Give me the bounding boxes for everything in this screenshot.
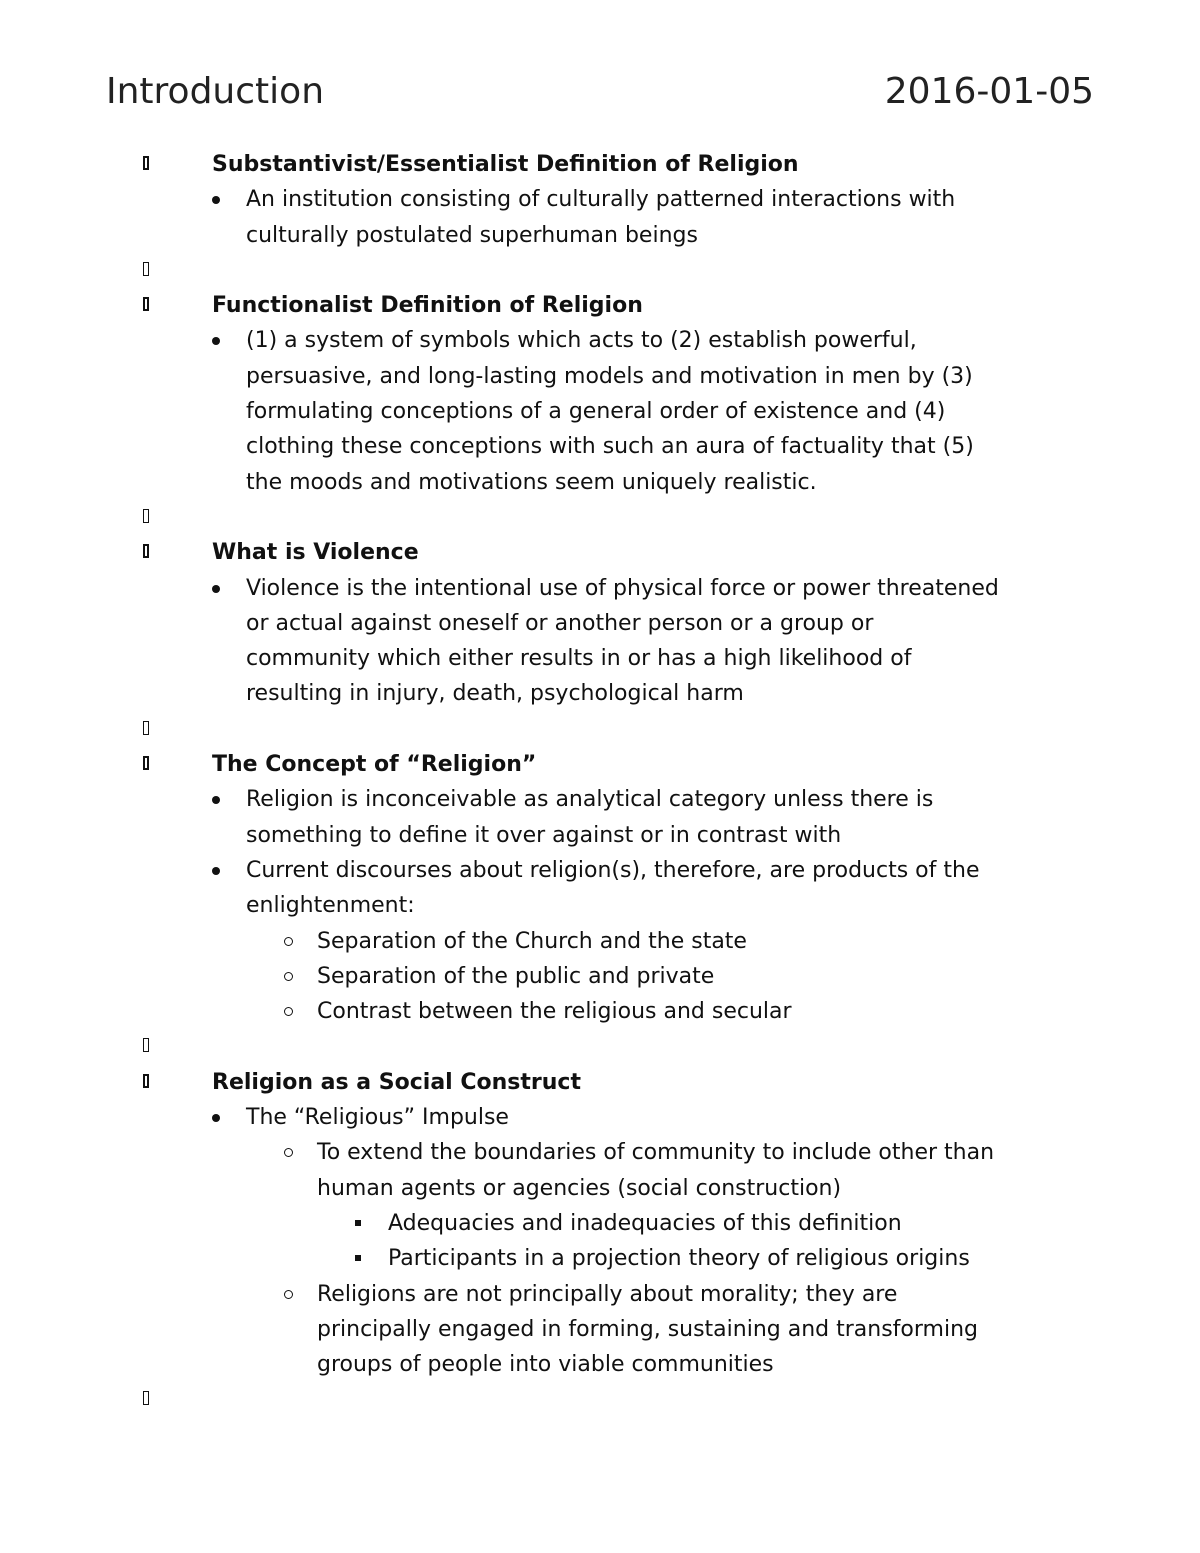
list-item-text: enlightenment: (246, 893, 415, 919)
circle-bullet-icon (284, 1007, 293, 1016)
missing-glyph-icon (143, 1391, 149, 1405)
sub-list-item (0, 924, 1200, 959)
list-item-text: something to define it over against or in contrast with (246, 822, 842, 848)
empty-line (0, 712, 1200, 747)
list-item-continuation (0, 359, 1200, 394)
disc-bullet-icon (212, 196, 220, 204)
list-item-text: community which either results in or has a high likelihood of (246, 646, 912, 672)
disc-bullet-icon (212, 585, 220, 593)
sub-list-item-text: To extend the boundaries of community to include other than (317, 1140, 995, 1166)
sub-sub-list-item-text: Adequacies and inadequacies of this definition (388, 1210, 902, 1236)
list-item (0, 571, 1200, 606)
sub-sub-list-item (0, 1241, 1200, 1276)
empty-line (0, 1029, 1200, 1064)
section-heading-line (0, 747, 1200, 782)
sub-list-item-text: principally engaged in forming, sustaining and transforming (317, 1316, 978, 1342)
section-heading-line (0, 288, 1200, 323)
sub-list-item-continuation (0, 1171, 1200, 1206)
missing-glyph-icon (143, 721, 149, 735)
section-heading-line (0, 535, 1200, 570)
sub-list-item (0, 1135, 1200, 1170)
circle-bullet-icon (284, 937, 293, 946)
list-item-text: culturally postulated superhuman beings (246, 222, 698, 248)
missing-glyph-icon (143, 262, 149, 276)
list-item-text: Current discourses about religion(s), therefore, are products of the (246, 857, 980, 883)
list-item-text: clothing these conceptions with such an aura of factuality that (5) (246, 434, 974, 460)
sub-list-item-text: groups of people into viable communities (317, 1352, 774, 1378)
list-item (0, 853, 1200, 888)
sub-list-item-text: Contrast between the religious and secular (317, 999, 792, 1025)
sub-list-item-text: Separation of the public and private (317, 963, 715, 989)
list-item-text: the moods and motivations seem uniquely realistic. (246, 469, 817, 495)
list-item-text: or actual against oneself or another person or a group or (246, 610, 874, 636)
list-item-text: Violence is the intentional use of physical force or power threatened (246, 575, 999, 601)
sub-list-item-continuation (0, 1312, 1200, 1347)
sub-list-item-text: Separation of the Church and the state (317, 928, 747, 954)
disc-bullet-icon (212, 796, 220, 804)
list-item (0, 182, 1200, 217)
sub-sub-list-item-text: Participants in a projection theory of religious origins (388, 1246, 970, 1272)
section-heading: Religion as a Social Construct (212, 1069, 581, 1095)
list-item (0, 323, 1200, 358)
section-heading: What is Violence (212, 540, 419, 566)
list-item-continuation (0, 429, 1200, 464)
list-item-text: (1) a system of symbols which acts to (2) establish powerful, (246, 328, 917, 354)
list-item-continuation (0, 888, 1200, 923)
section-heading-line (0, 147, 1200, 182)
disc-bullet-icon (212, 1114, 220, 1122)
list-item-continuation (0, 218, 1200, 253)
missing-glyph-icon (143, 1074, 149, 1088)
list-item-continuation (0, 818, 1200, 853)
list-item-continuation (0, 606, 1200, 641)
page-title: Introduction (106, 71, 325, 112)
list-item-text: formulating conceptions of a general order of existence and (4) (246, 399, 946, 425)
empty-line (0, 500, 1200, 535)
sub-list-item-continuation (0, 1347, 1200, 1382)
list-item-text: The “Religious” Impulse (246, 1105, 509, 1131)
empty-line (0, 1382, 1200, 1417)
disc-bullet-icon (212, 867, 220, 875)
missing-glyph-icon (143, 297, 149, 311)
section-heading: Substantivist/Essentialist Definition of Religion (212, 152, 799, 177)
list-item-continuation (0, 676, 1200, 711)
section-heading-line (0, 1065, 1200, 1100)
list-item (0, 1100, 1200, 1135)
square-bullet-icon (355, 1255, 361, 1261)
missing-glyph-icon (143, 509, 149, 523)
list-item-continuation (0, 394, 1200, 429)
section-heading: The Concept of “Religion” (212, 752, 537, 778)
list-item-text: Religion is inconceivable as analytical category unless there is (246, 787, 934, 813)
circle-bullet-icon (284, 972, 293, 981)
square-bullet-icon (355, 1220, 361, 1226)
sub-list-item (0, 1277, 1200, 1312)
sub-list-item-text: Religions are not principally about morality; they are (317, 1281, 898, 1307)
list-item-continuation (0, 641, 1200, 676)
list-item (0, 782, 1200, 817)
document-body (0, 147, 1200, 1418)
missing-glyph-icon (143, 544, 149, 558)
missing-glyph-icon (143, 156, 149, 170)
sub-list-item (0, 994, 1200, 1029)
missing-glyph-icon (143, 1038, 149, 1052)
empty-line (0, 253, 1200, 288)
circle-bullet-icon (284, 1148, 293, 1157)
list-item-text: An institution consisting of culturally patterned interactions with (246, 187, 956, 213)
list-item-text: persuasive, and long-lasting models and motivation in men by (3) (246, 363, 973, 389)
missing-glyph-icon (143, 756, 149, 770)
sub-list-item-text: human agents or agencies (social construction) (317, 1175, 842, 1201)
sub-list-item (0, 959, 1200, 994)
circle-bullet-icon (284, 1290, 293, 1299)
list-item-continuation (0, 465, 1200, 500)
disc-bullet-icon (212, 337, 220, 345)
list-item-text: resulting in injury, death, psychological harm (246, 681, 744, 707)
section-heading: Functionalist Definition of Religion (212, 293, 643, 319)
sub-sub-list-item (0, 1206, 1200, 1241)
page-date: 2016-01-05 (884, 71, 1094, 112)
